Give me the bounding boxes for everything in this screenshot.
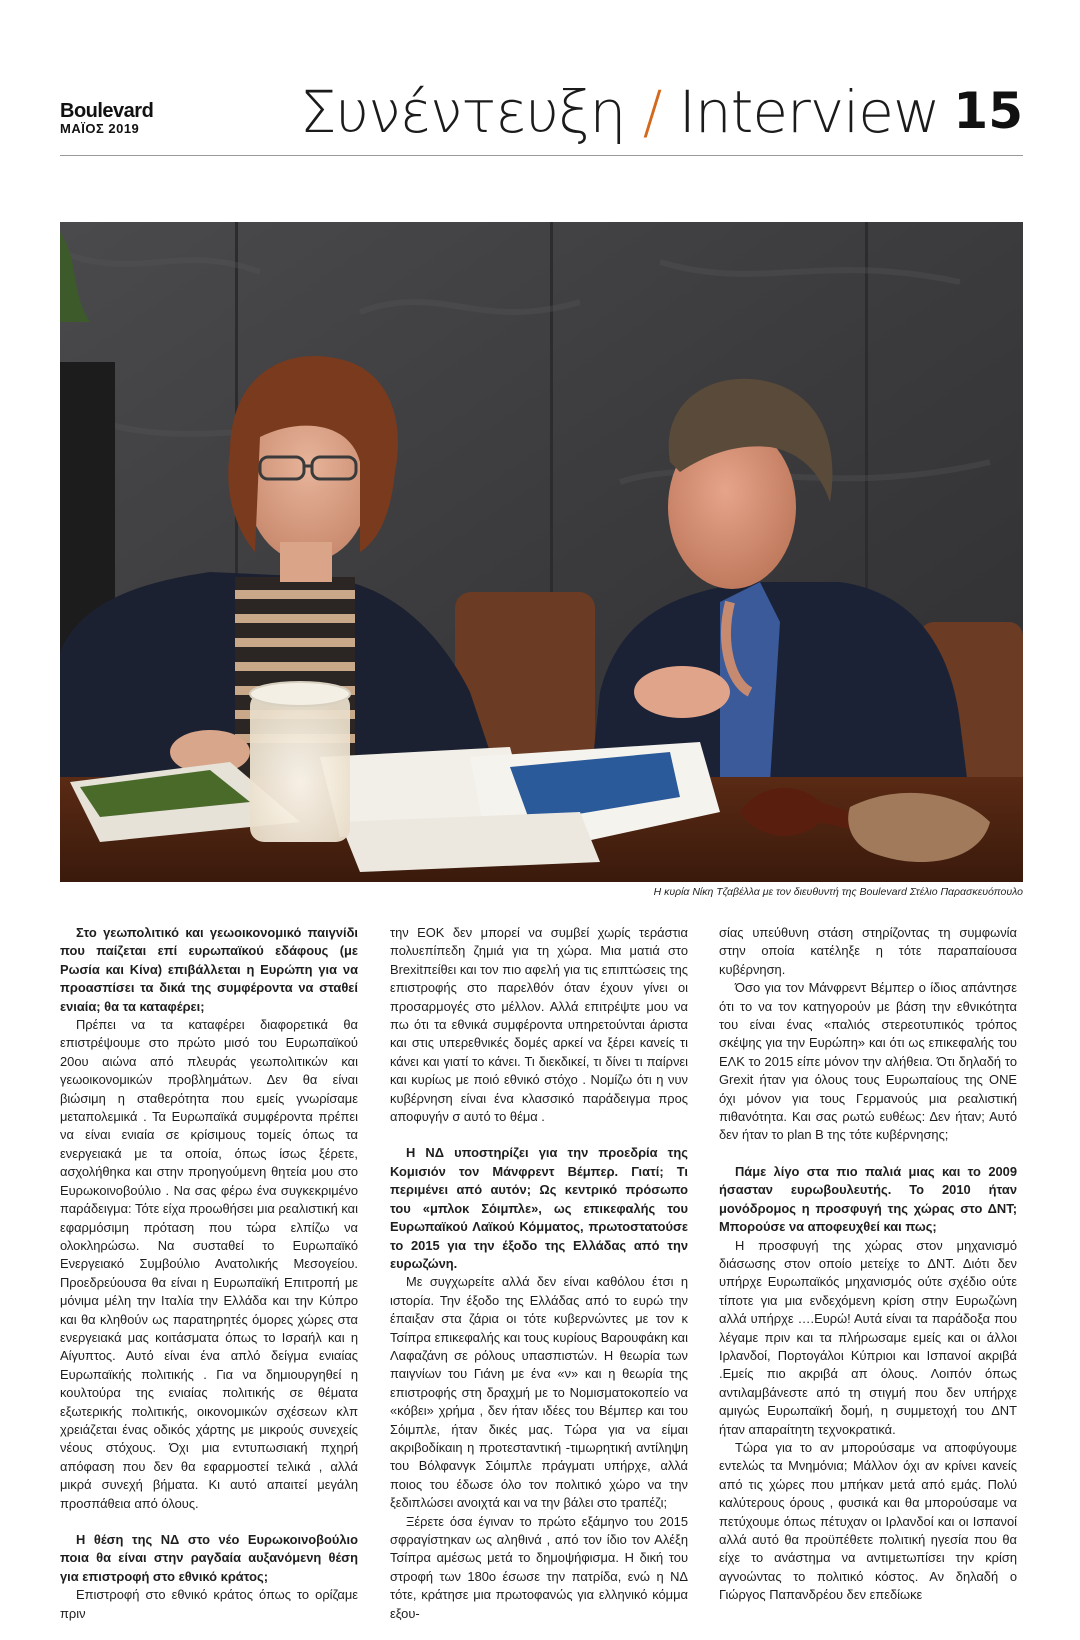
interview-answer: την ΕΟΚ δεν μπορεί να συμβεί χωρίς τεράστια πολυεπίπεδη ζημιά για τη χώρα. Μια ματιά στο Brexitπείθει και τον πιο αφελή για τις επιπτώσεις της επιστροφής στο παρελθόν όταν έχουν γίνει οι προσαρμογές στο μέλλον. Αλλά επιτρέψτε μου να πω ότι τα εθνικά συμφέροντα υπηρετούνται άριστα και στις υπερεθνικές δομές αρκεί να ξέρει κανείς τι κάνει και γιατί το κάνει. Τι διεκδικεί, τι δίνει τι παίρνει και κυρίως με ποιό εθνικό στόχο . Νομίζω ότι η νυν κυβέρνηση είναι ένα κλασσικό παράδειγμα προς αποφυγήν σ αυτό το θέμα . (390, 925, 688, 1125)
interview-question: Στο γεωπολιτικό και γεωοικονομικό παιγνίδι που παίζεται επί ευρωπαϊκού εδάφους (με Ρωσία και Κίνα) επιβάλλεται η Ευρώπη για να προασπίσει τα δικά της συμφέροντα να σταθεί ενιαία; θα τα καταφέρει; (60, 925, 358, 1014)
interview-question: Η θέση της ΝΔ στο νέο Ευρωκοινοβούλιο ποια θα είναι στην ραγδαία αυξανόμενη θέση για επιστροφή στο εθνικό κράτος; (60, 1532, 358, 1584)
interview-answer: Τώρα για το αν μπορούσαμε να αποφύγουμε εντελώς τα Μνημόνια; Μάλλον όχι αν κρίνει κανείς από τις χώρες που μπήκαν μετά από εμάς. Πολύ καλύτερους όρους , φυσικά και θα μπορούσαμε να πετύχουμε όπως πέτυχαν οι Ιρλανδοί και οι Ισπανοί αλλά αυτό θα προϋπέθετε πολιτική ηγεσία που θα είχε το ανάστημα να αντιμετωπίσει την κρίση αγνοώντας το πολιτικό κόστος. Αν δηλαδή ο Γιώργος Παπανδρέου δεν επεδίωκε (719, 1439, 1017, 1603)
interview-photo-illustration (60, 222, 1023, 882)
interview-answer: Η προσφυγή της χώρας στον μηχανισμό διάσωσης στον οποίο μετείχε το ΔΝΤ. Διότι δεν υπήρχε Ευρωπαϊκός μηχανισμός ούτε σχέδιο ούτε τίποτε για μια ενδεχόμενη κρίση στην Ευρωζώνη αλλά υπήρχε ….Ευρώ! Αυτά είναι τα παράδοξα που λέγαμε πριν και τα πλήρωσαμε εμείς και οι άλλοι Ιρλανδοί, Πορτογάλοι Κύπριοι και Ισπανοί ακριβά .Εμείς πιο ακριβά απ όλους. Λοιπόν όπως αντιλαμβάνεστε από τη στιγμή που δεν υπήρχε αμιγώς Ευρωπαϊκή δομή, η συμμετοχή του ΔΝΤ ήταν απαραίτητη τεχνοκρατικά. (719, 1237, 1017, 1437)
magazine-name: Boulevard (60, 100, 154, 122)
interview-answer: Πρέπει να τα καταφέρει διαφορετικά θα επιστρέψουμε στο πρώτο μισό του Ευρωπαϊκού 20ου αιώνα από πλευράς γεωπολιτικών και γεωοικονομικών προβλημάτων. Δεν θα είναι βιώσιμη η σταθερότητα που εμείς γνωρίσαμε μεταπολεμικά . Τα Ευρωπαϊκά συμφέροντα πρέπει να είναι ενιαία σε κρίσιμους τομείς όπως τα ενεργειακά με τα οποία, όπως ίσως ξέρετε, ασχολήθηκα και στην προηγούμενη θητεία μου στο Ευρωκοινοβούλιο . Να σας φέρω ένα συγκεκριμένο παράδειγμα: Τότε είχα προωθήσει μια ρεαλιστική και εφαρμόσιμη πρόταση που τώρα ελπίζω να ολοκληρώσω. Να συσταθεί το Ευρωπαϊκό Ενεργειακό Συμβούλιο Ανατολικής Μεσογείου. Προεδρεύουσα θα είναι η Ευρωπαϊκή Επιτροπή με μόνιμα μέλη την Ιταλία την Ελλάδα και την Κύπρο και θα κληθούν ως παρατηρητές όμορες χώρες στα ενεργειακά μας κοιτάσματα όπως το Ισραήλ και η Αίγυπτος. Αυτό είναι ένα απλό δείγμα ενιαίας Ευρωπαϊκής πολιτικής . Για να δημιουργηθεί η κουλτούρα της ενιαίας πολιτικής σε θέματα εξωτερικής πολιτικής, οικονομικών σχέσεων κλπ χρειάζεται ένας οδικός χάρτης με μικρούς συνεχείς νέους στόχους. Όχι μια εντυπωσιακή πχηρή απόφαση που δεν θα εφαρμοστεί τελικά , αλλά μικρά συνεχή βήματα. Κι αυτό απαιτεί μεγάλη προσπάθεια από όλους. (60, 1017, 358, 1511)
interview-photo (60, 222, 1023, 882)
header-divider (60, 155, 1023, 156)
article-column-2 (390, 924, 688, 1623)
issue-date: ΜΑΪΟΣ 2019 (60, 121, 140, 136)
interview-question: Πάμε λίγο στα πιο παλιά μιας και το 2009 ήσασταν ευρωβουλευτής. Το 2010 ήταν μονόδρομος η προσφυγή της χώρας στο ΔΝΤ; Μπορούσε να αποφευχθεί και πως; (719, 1163, 1017, 1235)
interview-answer: σίας υπεύθυνη στάση στηρίζοντας τη συμφωνία στην οποία κατέληξε η τότε παραπαίουσα κυβέρνηση. (719, 925, 1017, 977)
interview-question: Η ΝΔ υποστηρίζει για την προεδρία της Κομισιόν τον Μάνφρεντ Βέμπερ. Γιατί; Τι περιμένει από αυτόν; Ως κεντρικό πρόσωπο του «μπλοκ Σόιμπλε», ως επικεφαλής του Ευρωπαϊκού Λαϊκού Κόμματος, πρωτοστατούσε το 2015 για την έξοδο της Ελλάδας από την ευρωζώνη. (390, 1145, 688, 1271)
photo-caption: Η κυρία Νίκη Τζαβέλλα με τον διευθυντή της Boulevard Στέλιο Παρασκευόπουλο (653, 886, 1023, 898)
section-title-english: Interview (678, 78, 940, 146)
page-number: 15 (953, 82, 1023, 140)
section-title (300, 78, 940, 146)
interview-answer: Επιστροφή στο εθνικό κράτος όπως το ορίζαμε πριν (60, 1587, 358, 1621)
article-column-3 (719, 924, 1017, 1605)
interview-answer: Ξέρετε όσα έγιναν το πρώτο εξάμηνο του 2015 σφραγίστηκαν ως αληθινά , από τον ίδιο τον Αλέξη Τσίπρα αμέσως μετά το δημοψήφισμα. Η δική του στροφή των 180ο έσωσε την πατρίδα, ενώ η ΝΔ τότε, κράτησε μια πρωτοφανώς για ελληνικό κόμμα εξου- (390, 1513, 688, 1621)
page-header (60, 78, 1023, 158)
section-title-greek: Συνέντευξη (300, 78, 626, 146)
section-title-separator: / (642, 78, 662, 146)
interview-answer: Όσο για τον Μάνφρεντ Βέμπερ ο ίδιος απάντησε ότι το να τον κατηγορούν με βάση την εθνικότητα του είναι ένας «παλιός στερεοτυπικός τρόπος σκέψης για την Ευρώπη» και ότι ως επικεφαλής του ΕΛΚ το 2015 είπε μόνον την αλήθεια. Ότι δηλαδή το Grexit ήταν για όλους τους Ευρωπαίους της ΟΝΕ όχι μόνον για τους Γερμανούς μια ρεαλιστική πιθανότητα. Και σας ρωτώ ευθέως: Δεν ήταν; Αυτό δεν ήταν το plan B της τότε κυβέρνησης; (719, 980, 1017, 1143)
article-column-1 (60, 924, 358, 1623)
interview-answer: Με συγχωρείτε αλλά δεν είναι καθόλου έτσι η ιστορία. Την έξοδο της Ελλάδας από το ευρώ την έπαιξαν στα ζάρια οι τότε κυβερνώντες με τον κ Τσίπρα επικεφαλής και τους κυρίους Βαρουφάκη και Λαφαζάνη σε ρόλους υπασπιστών. Η θεωρία των παιγνίων του Γιάνη με ένα «ν» και η θεωρία της επιστροφής στη δραχμή με το Νομισματοκοπείο να «κόβει» χρήμα , δεν ήταν ιδέες του Βέμπερ και του Σόιμπλε, ήταν δικές μας. Τώρα για να είμαι ακριβοδίκαιη η προτεσταντική -τιμωρητική αντίληψη του Βόλφανγκ Σόιμπλε πράγματι υπήρχε, αλλά ποιος του έδωσε όλο τον πολιτικό χώρο να την ξεδιπλώσει ανοιχτά και να την βάλει στο τραπέζι; (390, 1274, 688, 1511)
